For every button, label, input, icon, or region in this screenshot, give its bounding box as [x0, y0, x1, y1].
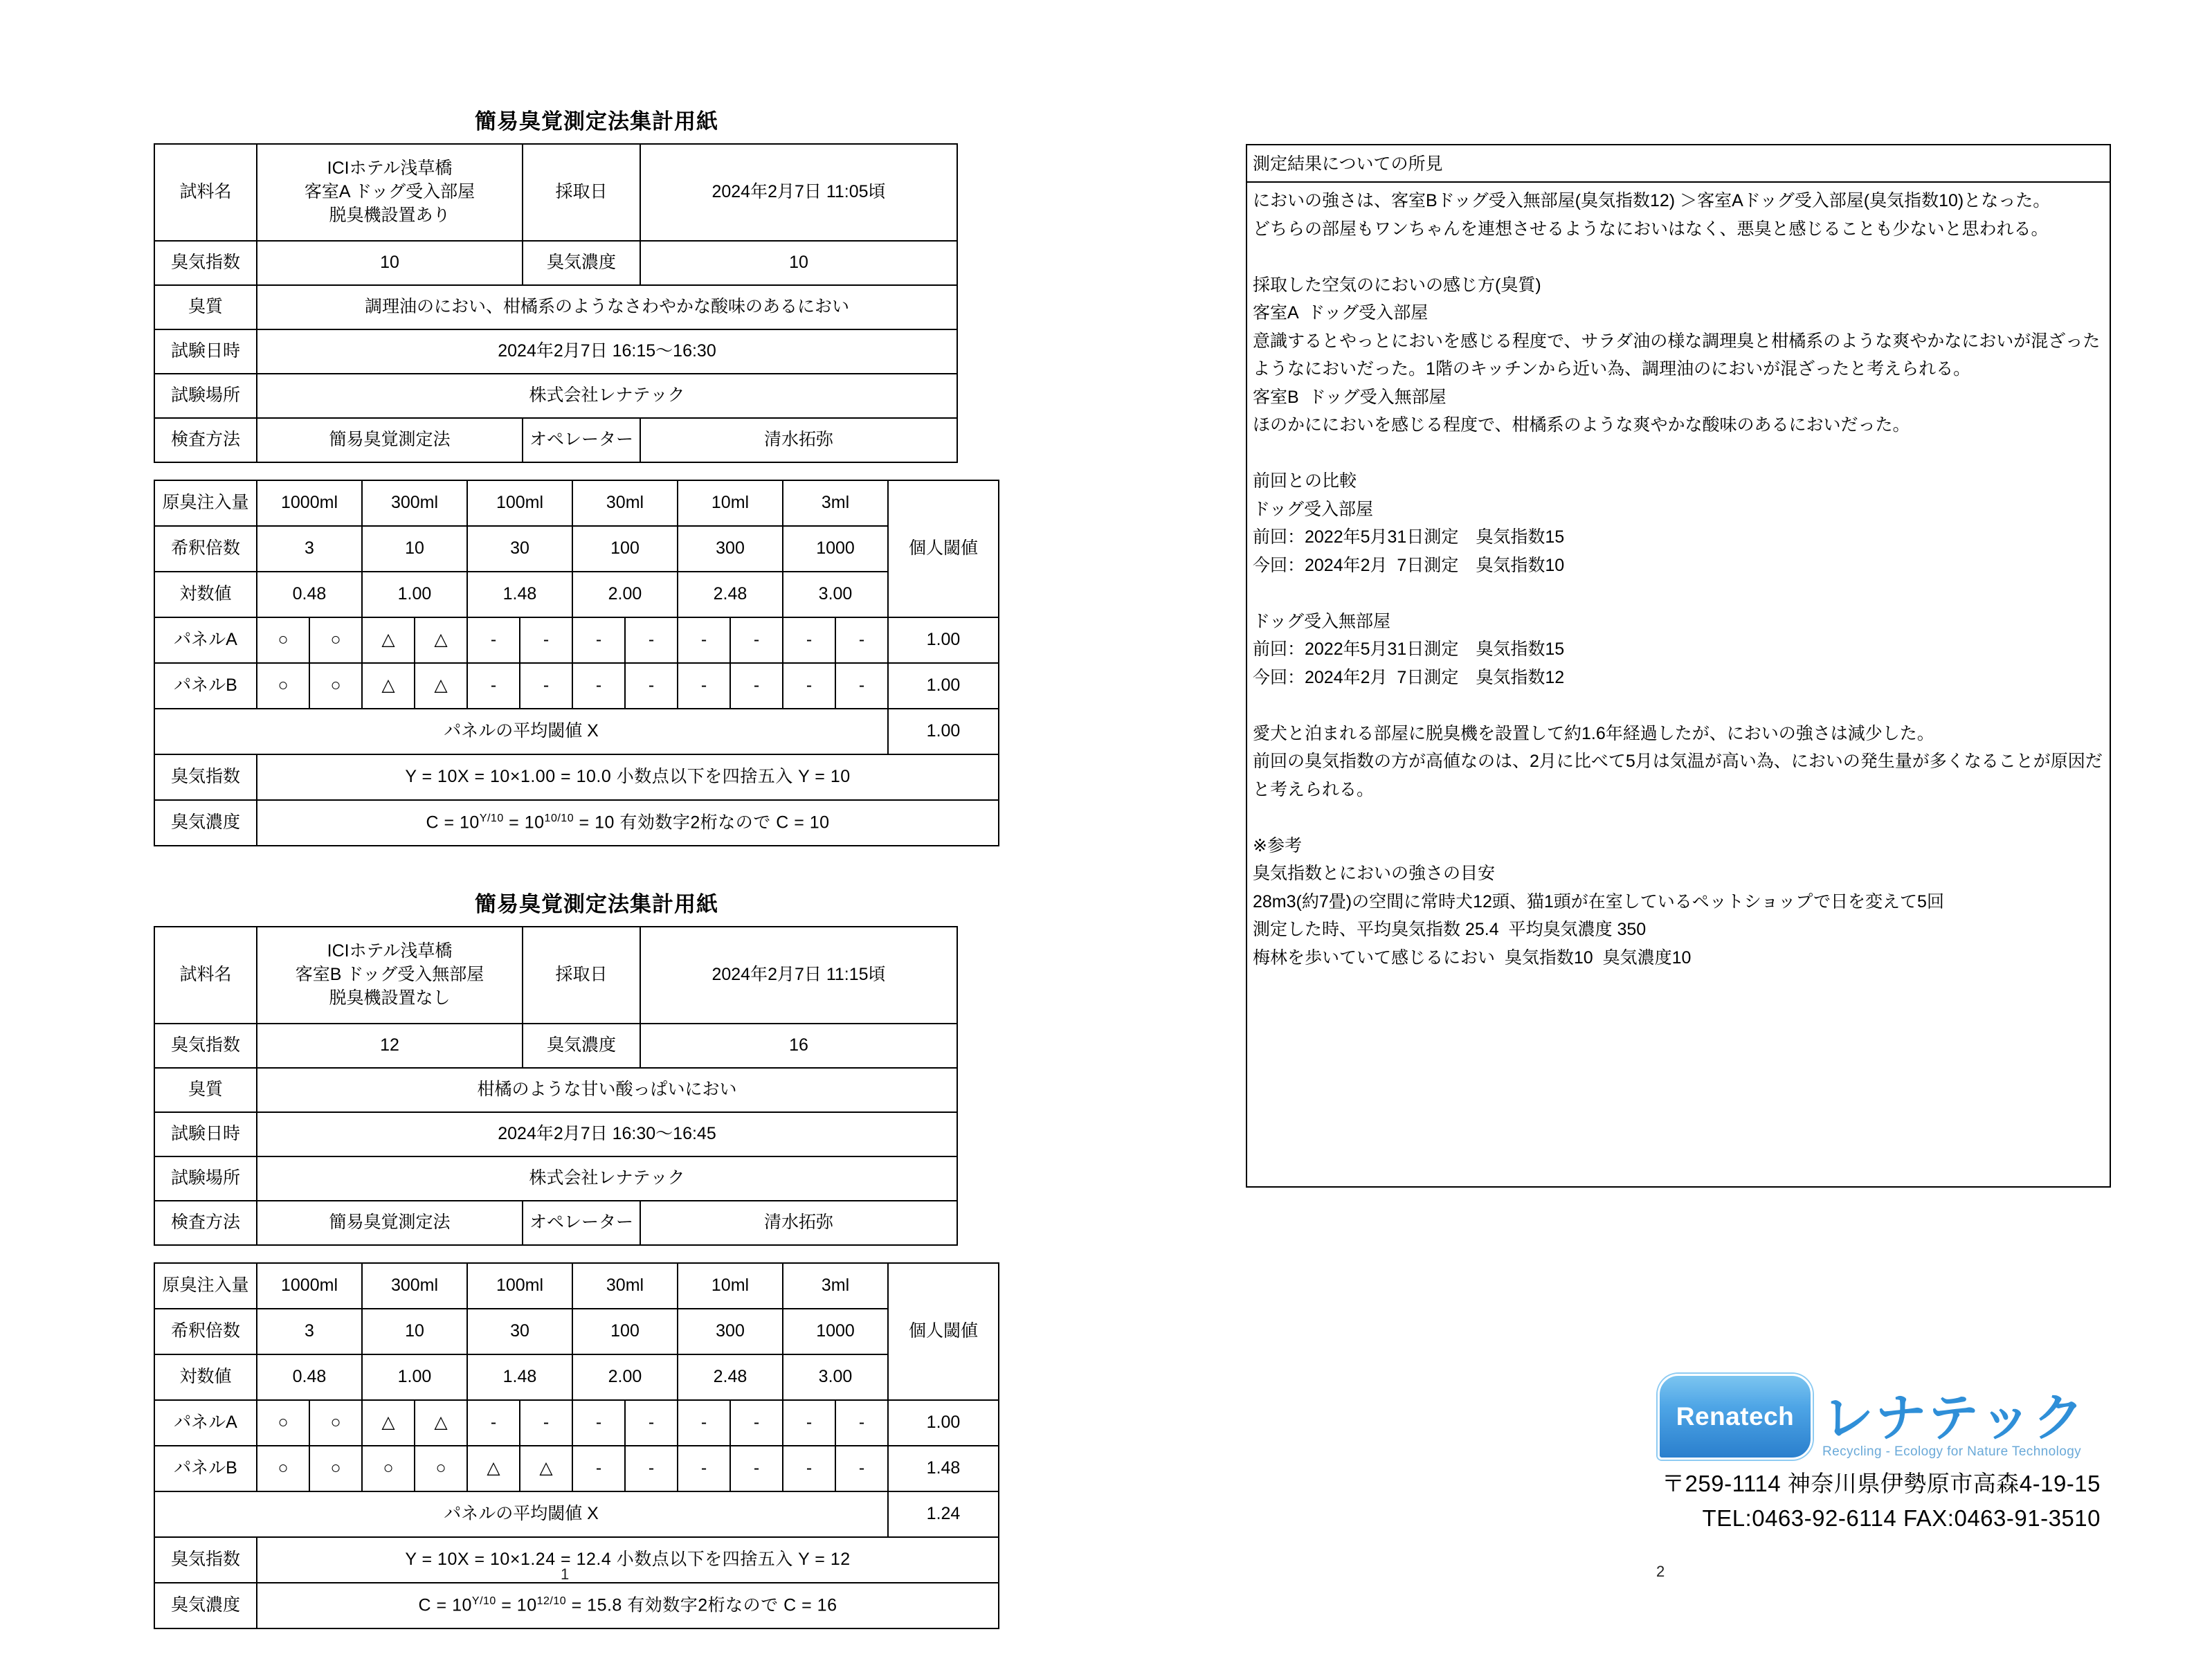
label-log-value: 対数値 [154, 1354, 257, 1400]
panel-mark: - [783, 617, 835, 663]
injection-volume-cell: 3ml [783, 1263, 888, 1309]
table-row [154, 1156, 957, 1201]
label-panel-b: パネルB [154, 1446, 257, 1491]
table-row [154, 617, 999, 663]
panel-mark: - [467, 617, 520, 663]
table-spacer [154, 463, 957, 480]
observation-paragraph: 前回：2022年5月31日測定 臭気指数15 [1253, 527, 1565, 547]
renatech-logo-icon [1658, 1374, 1813, 1460]
observation-blank-line [1253, 579, 2103, 608]
table-row [154, 526, 999, 572]
report-a-title: 簡易臭覚測定法集計用紙 [475, 109, 718, 134]
left-column [154, 104, 979, 1629]
label-individual-threshold: 個人閾値 [888, 480, 999, 617]
table-row [154, 572, 999, 617]
table-row [154, 1112, 957, 1156]
value-test-datetime: 2024年2月7日 16:30～16:45 [257, 1112, 957, 1156]
log-cell: 0.48 [257, 1354, 362, 1400]
panel-mark: ○ [257, 663, 309, 709]
formula-exponent: 12/10 [536, 1595, 567, 1607]
table-row [154, 241, 957, 285]
formula-part: = 15.8 有効数字2桁なので C = 16 [566, 1595, 837, 1615]
report-a [154, 104, 979, 846]
panel-mark: - [625, 1446, 678, 1491]
panel-mark: - [730, 617, 783, 663]
logo-tagline: Recycling - Ecology for Nature Technology [1822, 1444, 2082, 1459]
table-row [154, 754, 999, 800]
observation-paragraph: 前回との比較 [1253, 471, 1357, 491]
company-address: 〒259-1114 神奈川県伊勢原市高森4-19-15 [1662, 1471, 2101, 1496]
observation-blank-line [1253, 243, 2103, 271]
injection-volume-cell: 300ml [362, 1263, 467, 1309]
panel-mark: - [572, 617, 625, 663]
observations-box [1246, 144, 2111, 1188]
label-odor-index: 臭気指数 [154, 241, 257, 285]
panel-mark: ○ [257, 1446, 309, 1491]
label-test-datetime: 試験日時 [154, 329, 257, 374]
table-row [154, 1068, 957, 1112]
report-b-panel-table [154, 1262, 999, 1629]
observation-paragraph: ドッグ受入無部屋 [1253, 611, 1391, 631]
report-b [154, 887, 979, 1629]
sample-name-line-1: ICIホテル浅草橋 [327, 158, 453, 179]
value-operator-name: 清水拓弥 [640, 1201, 957, 1245]
label-sample-name: 試料名 [154, 144, 257, 241]
value-odor-concentration: 16 [640, 1024, 957, 1068]
log-cell: 3.00 [783, 1354, 888, 1400]
observation-paragraph: 28m3(約7畳)の空間に常時犬12頭、猫1頭が在室しているペットショップで日を変えて5回 [1253, 891, 1944, 911]
panel-mark: - [835, 617, 888, 663]
value-sample-name [257, 144, 523, 241]
observation-paragraph: 客室B ドッグ受入無部屋 [1253, 387, 1447, 407]
observation-paragraph: ドッグ受入部屋 [1253, 499, 1374, 519]
logo-row [1658, 1374, 2101, 1460]
observation-blank-line [1253, 439, 2103, 468]
value-odor-index: 10 [257, 241, 523, 285]
panel-mark: - [783, 1400, 835, 1446]
label-injection-volume: 原臭注入量 [154, 1263, 257, 1309]
table-row [154, 1354, 999, 1400]
formula-odor-index: Y = 10X = 10×1.00 = 10.0 小数点以下を四捨五入 Y = 10 [257, 754, 999, 800]
label-panel-b: パネルB [154, 663, 257, 709]
report-b-header-table [154, 926, 958, 1246]
value-test-place: 株式会社レナテック [257, 374, 957, 418]
panel-mark: - [730, 1400, 783, 1446]
sample-name-line-3: 脱臭機設置あり [329, 205, 451, 225]
label-individual-threshold: 個人閾値 [888, 1263, 999, 1400]
label-test-place: 試験場所 [154, 1156, 257, 1201]
panel-mark: ○ [309, 617, 362, 663]
table-row [154, 1309, 999, 1354]
log-cell: 1.00 [362, 572, 467, 617]
value-test-place: 株式会社レナテック [257, 1156, 957, 1201]
dilution-cell: 3 [257, 1309, 362, 1354]
label-odor-concentration: 臭気濃度 [523, 241, 640, 285]
label-odor-concentration: 臭気濃度 [523, 1024, 640, 1068]
dilution-cell: 300 [678, 526, 783, 572]
injection-volume-cell: 100ml [467, 480, 572, 526]
label-sampling-date: 採取日 [523, 144, 640, 241]
panel-mark: - [625, 1400, 678, 1446]
label-sampling-date: 採取日 [523, 927, 640, 1024]
report-a-header-table [154, 143, 958, 463]
injection-volume-cell: 30ml [572, 480, 678, 526]
dilution-cell: 1000 [783, 1309, 888, 1354]
panel-threshold: 1.00 [888, 1400, 999, 1446]
observation-blank-line [1253, 804, 2103, 832]
panel-mark: △ [415, 663, 467, 709]
label-odor-index-formula: 臭気指数 [154, 1537, 257, 1583]
formula-part: = 10 [496, 1595, 537, 1615]
panel-mark: - [730, 663, 783, 709]
logo-text: Renatech [1676, 1402, 1795, 1431]
dilution-cell: 1000 [783, 526, 888, 572]
label-panel-average: パネルの平均閾値 X [154, 709, 888, 754]
observation-paragraph: 意識するとやっとにおいを感じる程度で、サラダ油の様な調理臭と柑橘系のような爽やかなにおいが混ざったようなにおいだった。1階のキッチンから近い為、調理油のにおいが混ざったと考えられる。 [1253, 331, 2101, 379]
brand-footer [1658, 1374, 2101, 1535]
sample-name-line-2: 客室B ドッグ受入無部屋 [295, 965, 484, 985]
table-row [154, 1263, 999, 1309]
sample-name-line-1: ICIホテル浅草橋 [327, 941, 453, 961]
panel-mark: ○ [257, 1400, 309, 1446]
panel-mark: △ [520, 1446, 572, 1491]
table-row [154, 329, 957, 374]
observation-paragraph: 臭気指数とにおいの強さの目安 [1253, 864, 1496, 883]
formula-odor-concentration [257, 1583, 999, 1628]
injection-volume-cell: 10ml [678, 1263, 783, 1309]
panel-mark: - [572, 1446, 625, 1491]
formula-part: = 10 有効数字2桁なので C = 10 [574, 813, 830, 833]
observation-paragraph: どちらの部屋もワンちゃんを連想させるようなにおいはなく、悪臭と感じることも少ないと思われる。 [1253, 219, 2049, 239]
company-contact: TEL:0463-92-6114 FAX:0463-91-3510 [1702, 1505, 2101, 1531]
observation-paragraph: 今回：2024年2月 7日測定 臭気指数12 [1253, 667, 1565, 687]
page-number-left: 1 [561, 1565, 570, 1583]
table-row [154, 1583, 999, 1628]
value-test-method: 簡易臭覚測定法 [257, 1201, 523, 1245]
formula-odor-concentration [257, 800, 999, 846]
table-spacer [154, 1246, 957, 1262]
injection-volume-cell: 100ml [467, 1263, 572, 1309]
panel-mark: - [520, 1400, 572, 1446]
table-row [154, 1446, 999, 1491]
label-test-method: 検査方法 [154, 1201, 257, 1245]
log-cell: 2.00 [572, 572, 678, 617]
panel-mark: - [835, 1400, 888, 1446]
label-odor-index-formula: 臭気指数 [154, 754, 257, 800]
value-odor-quality: 柑橘のような甘い酸っぱいにおい [257, 1068, 957, 1112]
observations-heading: 測定結果についての所見 [1247, 145, 2110, 183]
injection-volume-cell: 1000ml [257, 480, 362, 526]
table-row [154, 480, 999, 526]
log-cell: 3.00 [783, 572, 888, 617]
label-test-place: 試験場所 [154, 374, 257, 418]
panel-threshold: 1.00 [888, 617, 999, 663]
value-odor-index: 12 [257, 1024, 523, 1068]
observation-paragraph: 前回の臭気指数の方が高値なのは、2月に比べて5月は気温が高い為、においの発生量が多くなることが原因だと考えられる。 [1253, 752, 2103, 799]
formula-odor-index: Y = 10X = 10×1.24 = 12.4 小数点以下を四捨五入 Y = 12 [257, 1537, 999, 1583]
formula-part: C = 10 [426, 813, 480, 833]
label-panel-a: パネルA [154, 617, 257, 663]
table-row [154, 927, 957, 1024]
dilution-cell: 300 [678, 1309, 783, 1354]
label-odor-concentration-formula: 臭気濃度 [154, 800, 257, 846]
panel-mark: - [467, 663, 520, 709]
panel-mark: - [678, 1400, 730, 1446]
panel-mark: - [678, 1446, 730, 1491]
value-test-datetime: 2024年2月7日 16:15～16:30 [257, 329, 957, 374]
label-sample-name: 試料名 [154, 927, 257, 1024]
observation-paragraph: 梅林を歩いていて感じるにおい 臭気指数10 臭気濃度10 [1253, 947, 1692, 968]
panel-mark: - [572, 663, 625, 709]
log-cell: 1.00 [362, 1354, 467, 1400]
panel-mark: ○ [309, 663, 362, 709]
dilution-cell: 100 [572, 526, 678, 572]
report-b-title: 簡易臭覚測定法集計用紙 [475, 892, 718, 916]
label-test-method: 検査方法 [154, 418, 257, 462]
panel-mark: ○ [362, 1446, 415, 1491]
value-odor-concentration: 10 [640, 241, 957, 285]
label-panel-a: パネルA [154, 1400, 257, 1446]
panel-mark: - [520, 617, 572, 663]
formula-exponent: Y/10 [479, 812, 504, 824]
table-row [154, 1537, 999, 1583]
dilution-cell: 3 [257, 526, 362, 572]
table-row [154, 1024, 957, 1068]
panel-mark: ○ [309, 1400, 362, 1446]
value-sampling-date: 2024年2月7日 11:05頃 [640, 144, 957, 241]
panel-mark: ○ [415, 1446, 467, 1491]
dilution-cell: 100 [572, 1309, 678, 1354]
label-dilution-factor: 希釈倍数 [154, 1309, 257, 1354]
injection-volume-cell: 1000ml [257, 1263, 362, 1309]
label-injection-volume: 原臭注入量 [154, 480, 257, 526]
observation-paragraph: においの強さは、客室Bドッグ受入無部屋(臭気指数12) ＞客室Aドッグ受入部屋(臭気指数10)となった。 [1253, 191, 2051, 210]
label-operator: オペレーター [523, 1201, 640, 1245]
panel-mark: - [625, 617, 678, 663]
table-row [154, 418, 957, 462]
sample-name-line-2: 客室A ドッグ受入部屋 [304, 182, 475, 202]
panel-mark: - [625, 663, 678, 709]
observation-blank-line [1253, 691, 2103, 720]
table-row [154, 663, 999, 709]
table-row [154, 800, 999, 846]
right-column [1246, 144, 2111, 1188]
value-odor-quality: 調理油のにおい、柑橘系のようなさわやかな酸味のあるにおい [257, 285, 957, 329]
panel-threshold: 1.00 [888, 663, 999, 709]
label-odor-index: 臭気指数 [154, 1024, 257, 1068]
injection-volume-cell: 300ml [362, 480, 467, 526]
injection-volume-cell: 3ml [783, 480, 888, 526]
value-sampling-date: 2024年2月7日 11:15頃 [640, 927, 957, 1024]
panel-mark: ○ [257, 617, 309, 663]
panel-mark: - [520, 663, 572, 709]
value-test-method: 簡易臭覚測定法 [257, 418, 523, 462]
table-row [154, 374, 957, 418]
panel-mark: - [678, 663, 730, 709]
dilution-cell: 10 [362, 1309, 467, 1354]
injection-volume-cell: 30ml [572, 1263, 678, 1309]
table-row [154, 144, 957, 241]
panel-mark: - [783, 663, 835, 709]
injection-volume-cell: 10ml [678, 480, 783, 526]
sample-name-line-3: 脱臭機設置なし [329, 988, 451, 1008]
observation-paragraph: 測定した時、平均臭気指数 25.4 平均臭気濃度 350 [1253, 920, 1647, 939]
panel-mark: - [467, 1400, 520, 1446]
value-panel-average: 1.00 [888, 709, 999, 754]
table-row [154, 1400, 999, 1446]
dilution-cell: 30 [467, 526, 572, 572]
observation-paragraph: ほのかににおいを感じる程度で、柑橘系のような爽やかな酸味のあるにおいだった。 [1253, 415, 1910, 435]
label-operator: オペレーター [523, 418, 640, 462]
panel-threshold: 1.48 [888, 1446, 999, 1491]
log-cell: 2.48 [678, 1354, 783, 1400]
value-operator-name: 清水拓弥 [640, 418, 957, 462]
formula-exponent: Y/10 [471, 1595, 496, 1607]
table-row [154, 1201, 957, 1245]
observation-paragraph: 今回：2024年2月 7日測定 臭気指数10 [1253, 555, 1565, 575]
panel-mark: - [835, 1446, 888, 1491]
panel-mark: ○ [309, 1446, 362, 1491]
value-panel-average: 1.24 [888, 1491, 999, 1537]
table-row [154, 709, 999, 754]
formula-part: C = 10 [418, 1595, 472, 1615]
panel-mark: - [730, 1446, 783, 1491]
logo-kana-block [1822, 1388, 2085, 1460]
value-sample-name [257, 927, 523, 1024]
log-cell: 1.48 [467, 572, 572, 617]
table-row [154, 285, 957, 329]
log-cell: 1.48 [467, 1354, 572, 1400]
panel-mark: △ [467, 1446, 520, 1491]
formula-exponent: 10/10 [544, 812, 574, 824]
label-odor-quality: 臭質 [154, 285, 257, 329]
dilution-cell: 30 [467, 1309, 572, 1354]
log-cell: 2.00 [572, 1354, 678, 1400]
observation-paragraph: 採取した空気のにおいの感じ方(臭質) [1253, 275, 1541, 295]
panel-mark: △ [415, 1400, 467, 1446]
observation-paragraph: ※参考 [1253, 835, 1302, 855]
label-test-datetime: 試験日時 [154, 1112, 257, 1156]
panel-mark: - [783, 1446, 835, 1491]
label-odor-quality: 臭質 [154, 1068, 257, 1112]
label-panel-average: パネルの平均閾値 X [154, 1491, 888, 1537]
label-log-value: 対数値 [154, 572, 257, 617]
panel-mark: - [835, 663, 888, 709]
panel-mark: - [678, 617, 730, 663]
panel-mark: △ [362, 617, 415, 663]
label-dilution-factor: 希釈倍数 [154, 526, 257, 572]
observation-paragraph: 愛犬と泊まれる部屋に脱臭機を設置して約1.6年経過したが、においの強さは減少した。 [1253, 723, 1934, 743]
logo-kana: レナテック [1822, 1388, 2085, 1446]
observation-paragraph: 客室A ドッグ受入部屋 [1253, 303, 1429, 323]
report-spacer [154, 846, 957, 887]
panel-mark: - [572, 1400, 625, 1446]
panel-mark: △ [362, 1400, 415, 1446]
formula-part: = 10 [503, 813, 545, 833]
dilution-cell: 10 [362, 526, 467, 572]
report-a-panel-table [154, 480, 999, 846]
panel-mark: △ [362, 663, 415, 709]
observations-body [1247, 183, 2110, 1186]
log-cell: 2.48 [678, 572, 783, 617]
panel-mark: △ [415, 617, 467, 663]
observation-paragraph: 前回：2022年5月31日測定 臭気指数15 [1253, 639, 1565, 659]
label-odor-concentration-formula: 臭気濃度 [154, 1583, 257, 1628]
log-cell: 0.48 [257, 572, 362, 617]
table-row [154, 1491, 999, 1537]
page-number-right: 2 [1656, 1563, 1665, 1580]
